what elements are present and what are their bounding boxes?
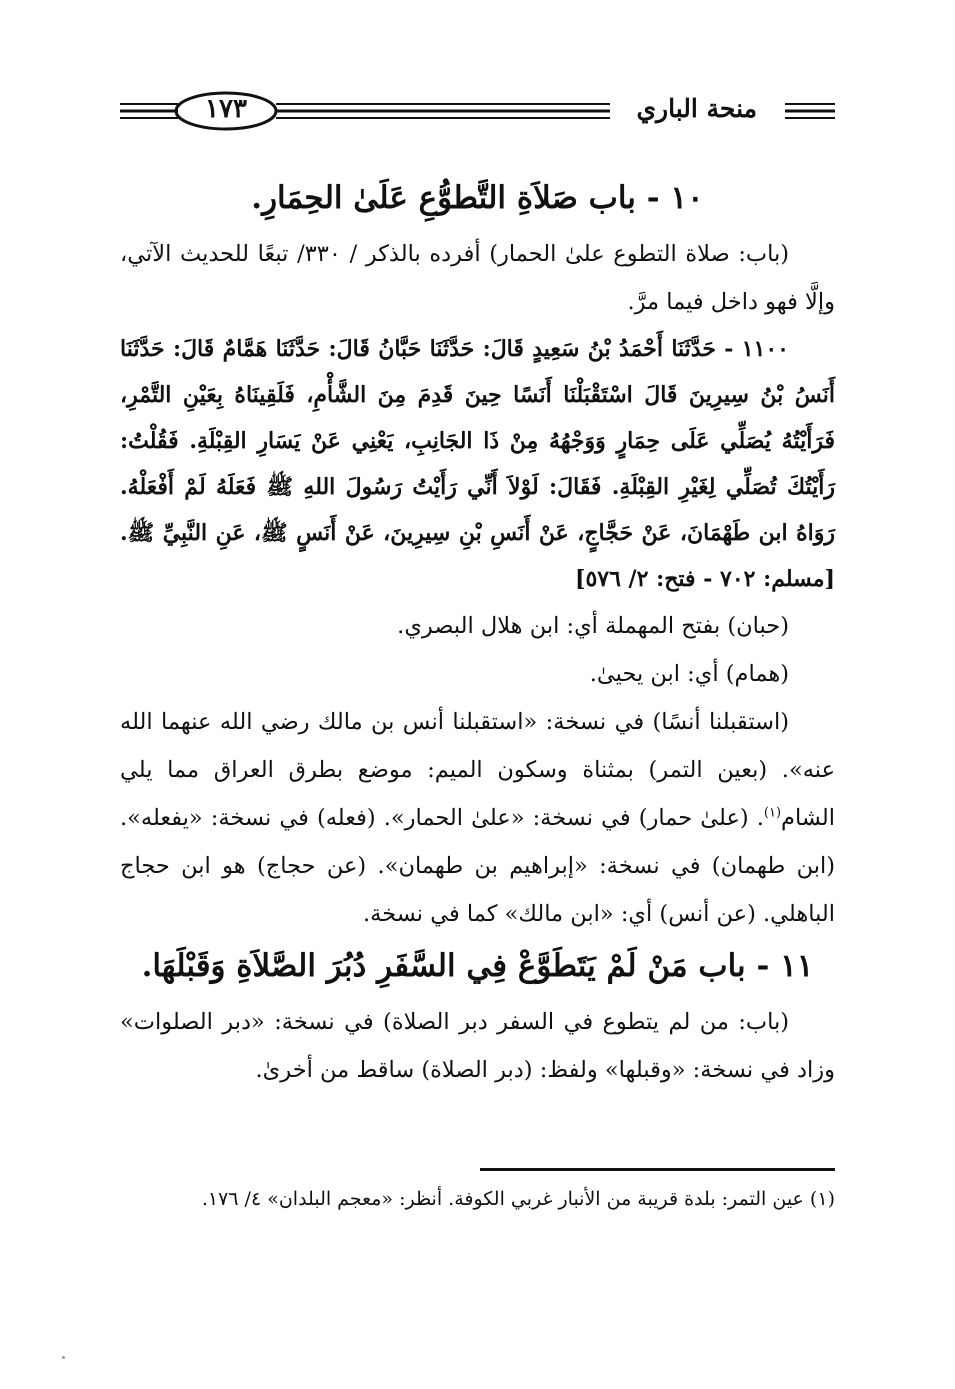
commentary-paragraph: (باب: صلاة التطوع علىٰ الحمار) أفرده بالذكر / ٣٣٠/ تبعًا للحديث الآتي، وإلَّا فهو داخل فيما مرَّ. (120, 241, 835, 315)
commentary-text: (استقبلنا أنسًا) في نسخة: «استقبلنا أنس بن مالك رضي الله عنهما الله عنه». (بعين التمر) بمثناة وسكون الميم: موضع بطرق العراق مما يلي الشام (120, 709, 835, 831)
commentary-note: (حبان) بفتح المهملة أي: ابن هلال البصري. (397, 613, 789, 639)
footnote: (١) عين التمر: بلدة قريبة من الأنبار غربي الكوفة. أنظر: «معجم البلدان» ٤/ ١٧٦. (201, 1188, 835, 1210)
running-header (120, 88, 835, 134)
commentary-paragraph (120, 698, 835, 938)
page-body (120, 170, 835, 1094)
commentary-note: (همام) أي: ابن يحيىٰ. (589, 661, 789, 687)
chapter-heading: ١٠ - باب صَلاَةِ التَّطوُّعِ عَلَىٰ الحِمَارِ. (251, 180, 704, 216)
page-number: ١٧٣ (205, 94, 247, 124)
chapter-heading: ١١ - باب مَنْ لَمْ يَتَطَوَّعْ فِي السَّفَرِ دُبُرَ الصَّلاَةِ وَقَبْلَهَا. (141, 948, 814, 984)
book-title: منحة الباري (636, 94, 757, 123)
hadith-text: ١١٠٠ - حَدَّثَنَا أَحْمَدُ بْنُ سَعِيدٍ قَالَ: حَدَّثَنَا حَبَّانُ قَالَ: حَدَّثَنَا هَمَّامٌ قَالَ: حَدَّثَنَا أَنَسُ بْنُ سِيرِينَ قَالَ اسْتَقْبَلْنَا أَنَسًا حِينَ قَدِمَ مِنَ الشَّأْمِ، فَلَقِينَاهُ بِعَيْنِ التَّمْرِ، فَرَأَيْتُهُ يُصَلِّي عَلَى حِمَارٍ وَوَجْهُهُ مِنْ ذَا الجَانِبِ، يَعْنِي عَنْ يَسَارِ القِبْلَةِ. فَقُلْتُ: رَأَيْتُكَ تُصَلِّي لِغَيْرِ القِبْلَةِ. فَقَالَ: لَوْلاَ أَنِّي رَأَيْتُ رَسُولَ اللهِ ﷺ فَعَلَهُ لَمْ أَفْعَلْهُ. رَوَاهُ ابن طَهْمَانَ، عَنْ حَجَّاجٍ، عَنْ أَنَسِ بْنِ سِيرِينَ، عَنْ أَنَسٍ ﷺ، عَنِ النَّبِيِّ ﷺ. [مسلم: ٧٠٢ - فتح: ٢/ ٥٧٦] (120, 336, 835, 592)
commentary-paragraph: (باب: من لم يتطوع في السفر دبر الصلاة) في نسخة: «دبر الصلوات» وزاد في نسخة: «وقبلها» ولفظ: (دبر الصلاة) ساقط من أخرىٰ. (120, 1009, 835, 1083)
footnotes (120, 1180, 835, 1218)
footnote-reference: (١) (763, 805, 782, 821)
footnote-divider (480, 1168, 835, 1171)
commentary-text: . (علىٰ حمار) في نسخة: «علىٰ الحمار». (فعله) في نسخة: «يفعله». (ابن طهمان) في نسخة: «إبراهيم بن طهمان». (عن حجاج) هو ابن حجاج الباهلي. (عن أنس) أي: «ابن مالك» كما في نسخة. (120, 805, 835, 927)
scan-speck (62, 1356, 65, 1359)
